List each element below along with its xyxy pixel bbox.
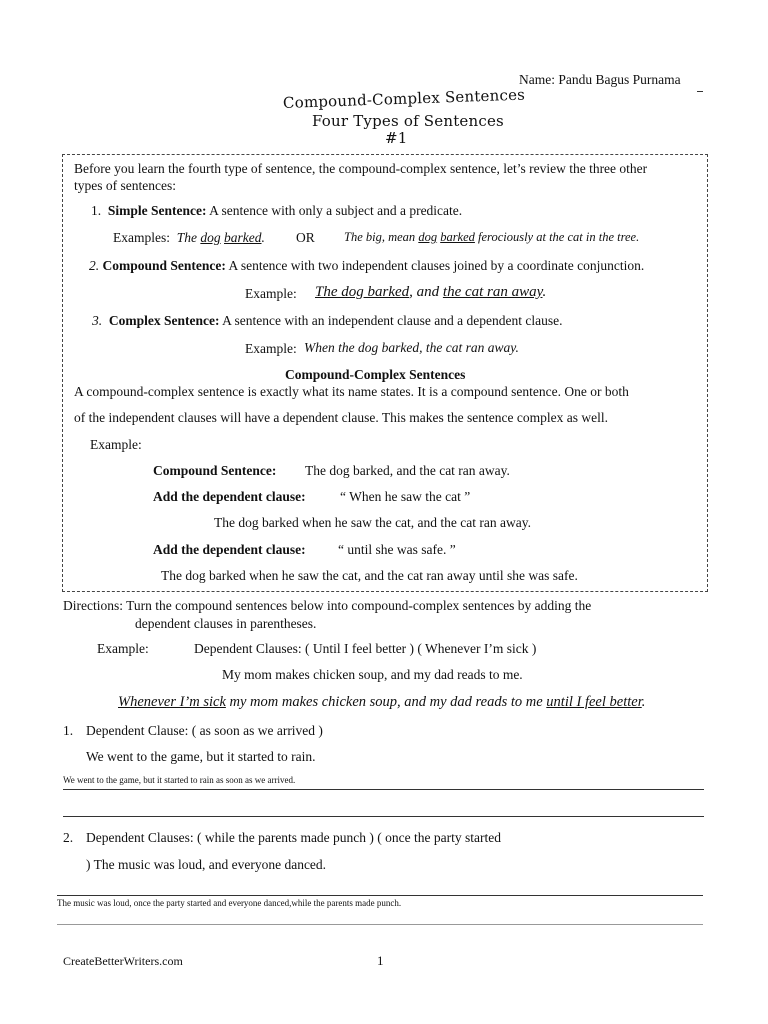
question-1-sentence: We went to the game, but it started to rain. <box>86 749 316 764</box>
cc-text-1: A compound-complex sentence is exactly what its name states. It is a compound sentence. One or both <box>74 384 629 399</box>
complex-sentence-def <box>92 313 562 329</box>
examples-label: Examples: <box>113 230 170 245</box>
answer-line <box>63 816 704 817</box>
question-2-clause: Dependent Clauses: ( while the parents made punch ) ( once the party started <box>86 830 501 845</box>
directions-example-sentence: My mom makes chicken soup, and my dad reads to me. <box>222 667 523 682</box>
question-2-answer[interactable]: The music was loud, once the party started and everyone danced,while the parents made punch. <box>57 898 402 908</box>
ex-clause-1: The dog barked <box>315 284 410 300</box>
section-heading: Compound-Complex Sentences <box>285 367 466 382</box>
cc-text-2: of the independent clauses will have a dependent clause. This makes the sentence complex as well. <box>74 410 608 425</box>
item-number: 3. <box>92 313 103 328</box>
add-clause-text-2: “ until she was safe. ” <box>338 542 456 557</box>
answer-line <box>63 789 704 790</box>
page-title: Compound-Complex Sentences <box>282 85 526 112</box>
item-number: 2. <box>89 258 100 273</box>
item-number: 1. <box>91 203 102 218</box>
ex-part: The <box>176 230 201 245</box>
directions-example-answer <box>118 694 645 711</box>
add-clause-label-1: Add the dependent clause: <box>153 489 306 504</box>
ex-subject: dog <box>200 230 221 245</box>
or-word: OR <box>296 230 315 245</box>
example-2 <box>344 230 639 245</box>
complex-example-label: Example: <box>245 341 297 356</box>
answer-clause-2: until I feel better <box>546 694 642 710</box>
directions-text: Directions: Turn the compound sentences below into compound-complex sentences by adding the <box>63 598 592 613</box>
answer-clause-1: Whenever I’m sick <box>118 694 226 710</box>
directions-example-clauses: Dependent Clauses: ( Until I feel better ) ( Whenever I’m sick ) <box>194 641 537 656</box>
term: Compound Sentence: <box>102 258 226 273</box>
result-sentence-2: The dog barked when he saw the cat, and the cat ran away until she was safe. <box>161 568 578 583</box>
result-sentence-1: The dog barked when he saw the cat, and the cat ran away. <box>214 515 531 530</box>
compound-example-label: Example: <box>245 286 297 301</box>
definition: A sentence with two independent clauses joined by a coordinate conjunction. <box>225 258 645 273</box>
ex-predicate: barked <box>224 230 262 245</box>
definition: A sentence with an independent clause and a dependent clause. <box>219 313 563 328</box>
ex-clause-2: the cat ran away <box>442 284 543 300</box>
complex-example: When the dog barked, the cat ran away. <box>304 340 519 355</box>
ex-part: ferociously at the cat in the tree. <box>474 230 640 244</box>
ex-part: . <box>542 284 547 300</box>
add-clause-text-1: “ When he saw the cat ” <box>340 489 471 504</box>
simple-examples <box>113 230 265 246</box>
intro-text: Before you learn the fourth type of sentence, the compound-complex sentence, let’s review the three other <box>74 161 648 176</box>
answer-end: . <box>641 694 646 710</box>
directions-text-2: dependent clauses in parentheses. <box>135 616 317 631</box>
ex-subject: dog <box>418 230 438 244</box>
compound-example <box>315 284 546 301</box>
cc-example-label: Example: <box>90 437 142 452</box>
term: Simple Sentence: <box>107 203 207 218</box>
question-2-number: 2. <box>63 830 74 845</box>
student-name: Name: Pandu Bagus Purnama <box>519 72 681 87</box>
definition: A sentence with only a subject and a predicate. <box>206 203 463 218</box>
answer-line <box>57 924 703 925</box>
cs-text: The dog barked, and the cat ran away. <box>305 463 510 478</box>
page-number-title: #1 <box>385 129 408 147</box>
answer-middle: my mom makes chicken soup, and my dad reads to me <box>225 694 547 710</box>
cs-label: Compound Sentence: <box>153 463 277 478</box>
footer-site: CreateBetterWriters.com <box>63 954 183 968</box>
footer-page-number: 1 <box>377 953 384 968</box>
ex-part: . <box>261 230 265 245</box>
simple-sentence-def <box>91 203 462 219</box>
compound-sentence-def <box>89 258 644 274</box>
answer-line <box>57 895 703 896</box>
question-1-answer[interactable]: We went to the game, but it started to rain as soon as we arrived. <box>63 775 296 785</box>
question-2-sentence: ) The music was loud, and everyone danced. <box>86 857 327 872</box>
question-1-number: 1. <box>63 723 74 738</box>
add-clause-label-2: Add the dependent clause: <box>153 542 306 557</box>
name-underline <box>697 91 703 92</box>
page-subtitle: Four Types of Sentences <box>312 112 504 130</box>
directions-example-label: Example: <box>97 641 149 656</box>
term: Complex Sentence: <box>108 313 220 328</box>
ex-part: The big, mean <box>344 230 419 244</box>
example-1 <box>177 230 265 245</box>
intro-text-2: types of sentences: <box>74 178 176 193</box>
question-1-clause: Dependent Clause: ( as soon as we arrived ) <box>86 723 323 738</box>
ex-conjunction: , and <box>409 284 443 300</box>
ex-predicate: barked <box>440 230 475 244</box>
